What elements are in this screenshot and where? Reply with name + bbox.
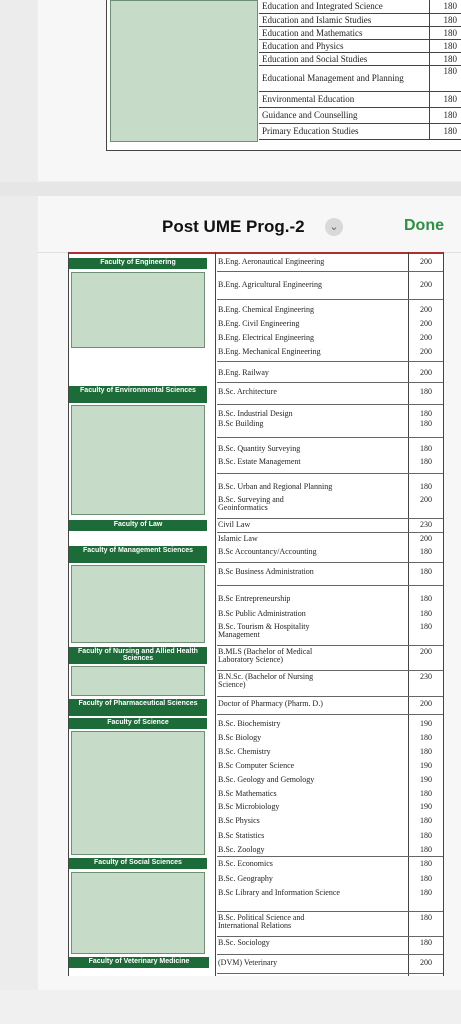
programme-name: Education and Physics (259, 39, 429, 52)
programme-name: B.Sc. Zoology (218, 845, 265, 854)
programme-score: 200 (420, 319, 432, 328)
faculty-label: Faculty of Law (69, 520, 207, 531)
faculty-label: Faculty of Environmental Sciences (69, 386, 207, 403)
table-row (217, 648, 443, 668)
programme-name: Education and Islamic Studies (259, 13, 429, 26)
programme-score: 180 (420, 913, 432, 922)
faculty-label: Faculty of Science (69, 718, 207, 729)
previous-sheet (106, 0, 461, 151)
table-row (217, 790, 443, 800)
programme-name: B.Sc. Geology and Gemology (218, 775, 315, 784)
programme-score: 190 (420, 719, 432, 728)
table-row (217, 673, 443, 693)
table-row (259, 26, 461, 39)
programme-score: 200 (420, 495, 432, 504)
programme-sheet (68, 252, 444, 976)
row-divider (217, 532, 443, 533)
programme-name: Islamic Law (218, 534, 258, 543)
programme-score: 180 (420, 733, 432, 742)
row-divider (217, 437, 443, 438)
programme-name: B.Eng. Aeronautical Engineering (218, 257, 325, 266)
programme-score: 180 (420, 609, 432, 618)
programme-score: 180 (429, 107, 461, 123)
programme-score: 180 (420, 567, 432, 576)
table-row (259, 123, 461, 139)
sheet-top-edge (69, 252, 443, 254)
table-row (217, 595, 443, 605)
programme-score: 180 (420, 547, 432, 556)
programme-score: 180 (420, 874, 432, 883)
row-divider (217, 670, 443, 671)
table-row (217, 548, 443, 558)
programme-name: B.Eng. Civil Engineering (218, 319, 300, 328)
row-divider (217, 645, 443, 646)
table-row (217, 281, 443, 291)
programme-score: 230 (420, 520, 432, 529)
programme-score: 190 (420, 775, 432, 784)
programme-score: 180 (429, 26, 461, 39)
table-row (217, 914, 443, 934)
programme-name: B.Sc Entrepreneurship (218, 594, 291, 603)
row-divider (217, 404, 443, 405)
programme-name: B.Sc Business Administration (218, 567, 314, 576)
table-row (217, 610, 443, 620)
viewer-toolbar (38, 196, 461, 253)
previous-image-card (38, 0, 461, 181)
programme-name: B.Sc. Industrial Design (218, 409, 293, 418)
table-row (217, 420, 443, 430)
programme-name: B.Sc. Sociology (218, 938, 270, 947)
programme-score: 200 (420, 534, 432, 543)
programme-score: 180 (420, 457, 432, 466)
table-row (259, 65, 461, 91)
faculty-label: Faculty of Nursing and Allied Health Sciences (69, 647, 207, 664)
programme-name: B.Sc. Architecture (218, 387, 277, 396)
programme-score: 180 (420, 888, 432, 897)
faculty-block (71, 272, 205, 348)
programme-score: 180 (420, 789, 432, 798)
table-row (217, 369, 443, 379)
programme-name: B.Sc Building (218, 419, 264, 428)
table-row (217, 348, 443, 358)
row-divider (217, 714, 443, 715)
programme-score: 180 (420, 845, 432, 854)
page-title[interactable]: Post UME Prog.-2 (162, 217, 305, 236)
faculty-label: Faculty of Social Sciences (69, 858, 207, 869)
table-row (259, 107, 461, 123)
row-divider (217, 585, 443, 586)
programme-score: 180 (429, 65, 461, 91)
table-row (259, 91, 461, 107)
image-viewer-card (38, 196, 461, 990)
programme-name: B.Sc Microbiology (218, 802, 280, 811)
table-row (259, 39, 461, 52)
table-row (217, 320, 443, 330)
programme-name: B.Sc Physics (218, 816, 260, 825)
programme-name: B.Sc Accountancy/Accounting (218, 547, 317, 556)
column-divider (215, 252, 216, 976)
programme-name: B.Sc Statistics (218, 831, 265, 840)
programme-name: Guidance and Counselling (259, 107, 429, 123)
table-row (217, 483, 443, 493)
programme-score: 190 (420, 761, 432, 770)
table-row (217, 521, 443, 531)
table-row (217, 568, 443, 578)
table-row (217, 496, 443, 516)
table-row (217, 258, 443, 268)
table-row (217, 889, 443, 909)
programme-name: B.Sc Biology (218, 733, 262, 742)
row-divider (217, 911, 443, 912)
row-divider (217, 562, 443, 563)
table-row (217, 445, 443, 455)
programme-score: 200 (420, 958, 432, 967)
faculty-label: Faculty of Management Sciences (69, 546, 207, 563)
table-row (217, 458, 443, 468)
programme-name: B.Sc. Political Science and International Relations (218, 913, 305, 930)
programme-score: 180 (420, 482, 432, 491)
programme-score: 180 (429, 39, 461, 52)
programme-name: Education and Social Studies (259, 52, 429, 65)
programme-name: B.Eng. Chemical Engineering (218, 305, 314, 314)
faculty-label: Faculty of Veterinary Medicine (69, 957, 209, 968)
programme-name: Environmental Education (259, 91, 429, 107)
programme-score: 180 (420, 831, 432, 840)
programme-score: 180 (420, 816, 432, 825)
programme-score: 180 (420, 938, 432, 947)
table-row (217, 535, 443, 545)
programme-score: 200 (420, 333, 432, 342)
row-divider (217, 473, 443, 474)
programme-name: B.Sc. Quantity Surveying (218, 444, 301, 453)
table-row (217, 846, 443, 856)
table-row (217, 734, 443, 744)
table-row (259, 13, 461, 26)
programme-score: 180 (420, 419, 432, 428)
row-divider (217, 936, 443, 937)
programme-score: 180 (420, 444, 432, 453)
programme-score: 180 (429, 52, 461, 65)
programme-name: Education and Mathematics (259, 26, 429, 39)
programme-score: 200 (420, 699, 432, 708)
row-divider (217, 271, 443, 272)
programme-name: B.Sc. Economics (218, 859, 273, 868)
programme-name: B.Eng. Railway (218, 368, 269, 377)
programme-name: B.Eng. Mechanical Engineering (218, 347, 321, 356)
row-divider (217, 518, 443, 519)
programme-name: B.Sc. Tourism & Hospitality Management (218, 622, 310, 639)
programme-name: B.Sc Public Administration (218, 609, 306, 618)
table-row (217, 776, 443, 786)
programme-score: 200 (420, 280, 432, 289)
row-divider (217, 954, 443, 955)
programme-name: Education and Integrated Science (259, 0, 429, 13)
faculty-block (71, 872, 205, 954)
programme-name: B.Sc. Geography (218, 874, 273, 883)
programme-score: 200 (420, 368, 432, 377)
programme-score: 180 (420, 594, 432, 603)
programme-name: B.Sc. Chemistry (218, 747, 271, 756)
row-divider (217, 973, 443, 974)
programme-name: Doctor of Pharmacy (Pharm. D.) (218, 699, 323, 708)
programme-name: B.Sc Computer Science (218, 761, 295, 770)
programme-name: B.Eng. Agricultural Engineering (218, 280, 322, 289)
previous-programme-table (259, 0, 461, 140)
row-divider (217, 382, 443, 383)
programme-score: 180 (429, 13, 461, 26)
table-row (217, 334, 443, 344)
table-row (217, 623, 443, 643)
row-divider (217, 299, 443, 300)
table-row (217, 720, 443, 730)
faculty-label: Faculty of Pharmaceutical Sciences (69, 699, 207, 716)
programme-name: B.Sc. Estate Management (218, 457, 301, 466)
programme-name: Educational Management and Planning (259, 65, 429, 91)
programme-score: 180 (420, 387, 432, 396)
row-divider (217, 361, 443, 362)
table-row (259, 52, 461, 65)
card-divider (0, 182, 461, 196)
programme-name: B.Eng. Electrical Engineering (218, 333, 314, 342)
programme-score: 180 (420, 747, 432, 756)
table-row (217, 817, 443, 827)
table-row (217, 875, 443, 885)
programme-score: 200 (420, 257, 432, 266)
table-row (217, 860, 443, 870)
table-row (217, 306, 443, 316)
programme-name: B.MLS (Bachelor of Medical Laboratory Science) (218, 647, 313, 664)
table-row (217, 939, 443, 949)
programme-name: Civil Law (218, 520, 251, 529)
programme-score: 200 (420, 347, 432, 356)
programme-score: 230 (420, 672, 432, 681)
faculty-label: Faculty of Engineering (69, 258, 207, 269)
programme-name: B.Sc. Urban and Regional Planning (218, 482, 333, 491)
programme-score: 180 (420, 409, 432, 418)
programme-name: (DVM) Veterinary (218, 958, 278, 967)
programme-score: 180 (429, 0, 461, 13)
programme-score: 180 (420, 622, 432, 631)
programme-name: B.Sc. Surveying and Geoinformatics (218, 495, 284, 512)
faculty-block (71, 405, 205, 515)
faculty-block (110, 0, 258, 142)
table-row (217, 762, 443, 772)
programme-score: 180 (429, 123, 461, 139)
row-divider (217, 856, 443, 857)
programme-name: B.Sc Mathematics (218, 789, 277, 798)
table-row (217, 832, 443, 842)
faculty-block (71, 565, 205, 643)
table-row (217, 748, 443, 758)
faculty-block (71, 731, 205, 855)
programme-score: 200 (420, 647, 432, 656)
programme-score: 200 (420, 305, 432, 314)
card-divider (0, 990, 461, 1024)
table-row (217, 803, 443, 813)
table-row (259, 0, 461, 13)
programme-score: 180 (420, 859, 432, 868)
programme-name: B.Sc. Biochemistry (218, 719, 281, 728)
table-row (217, 388, 443, 398)
programme-score: 190 (420, 802, 432, 811)
faculty-block (71, 666, 205, 696)
programme-name: B.N.Sc. (Bachelor of Nursing Science) (218, 672, 314, 689)
chevron-down-icon[interactable]: ⌄ (325, 218, 343, 236)
table-row (217, 959, 443, 969)
programme-score: 180 (429, 91, 461, 107)
done-button[interactable]: Done (404, 217, 444, 234)
row-divider (217, 696, 443, 697)
table-row (217, 700, 443, 710)
programme-name: Primary Education Studies (259, 123, 429, 139)
programme-name: B.Sc Library and Information Science (218, 888, 340, 897)
